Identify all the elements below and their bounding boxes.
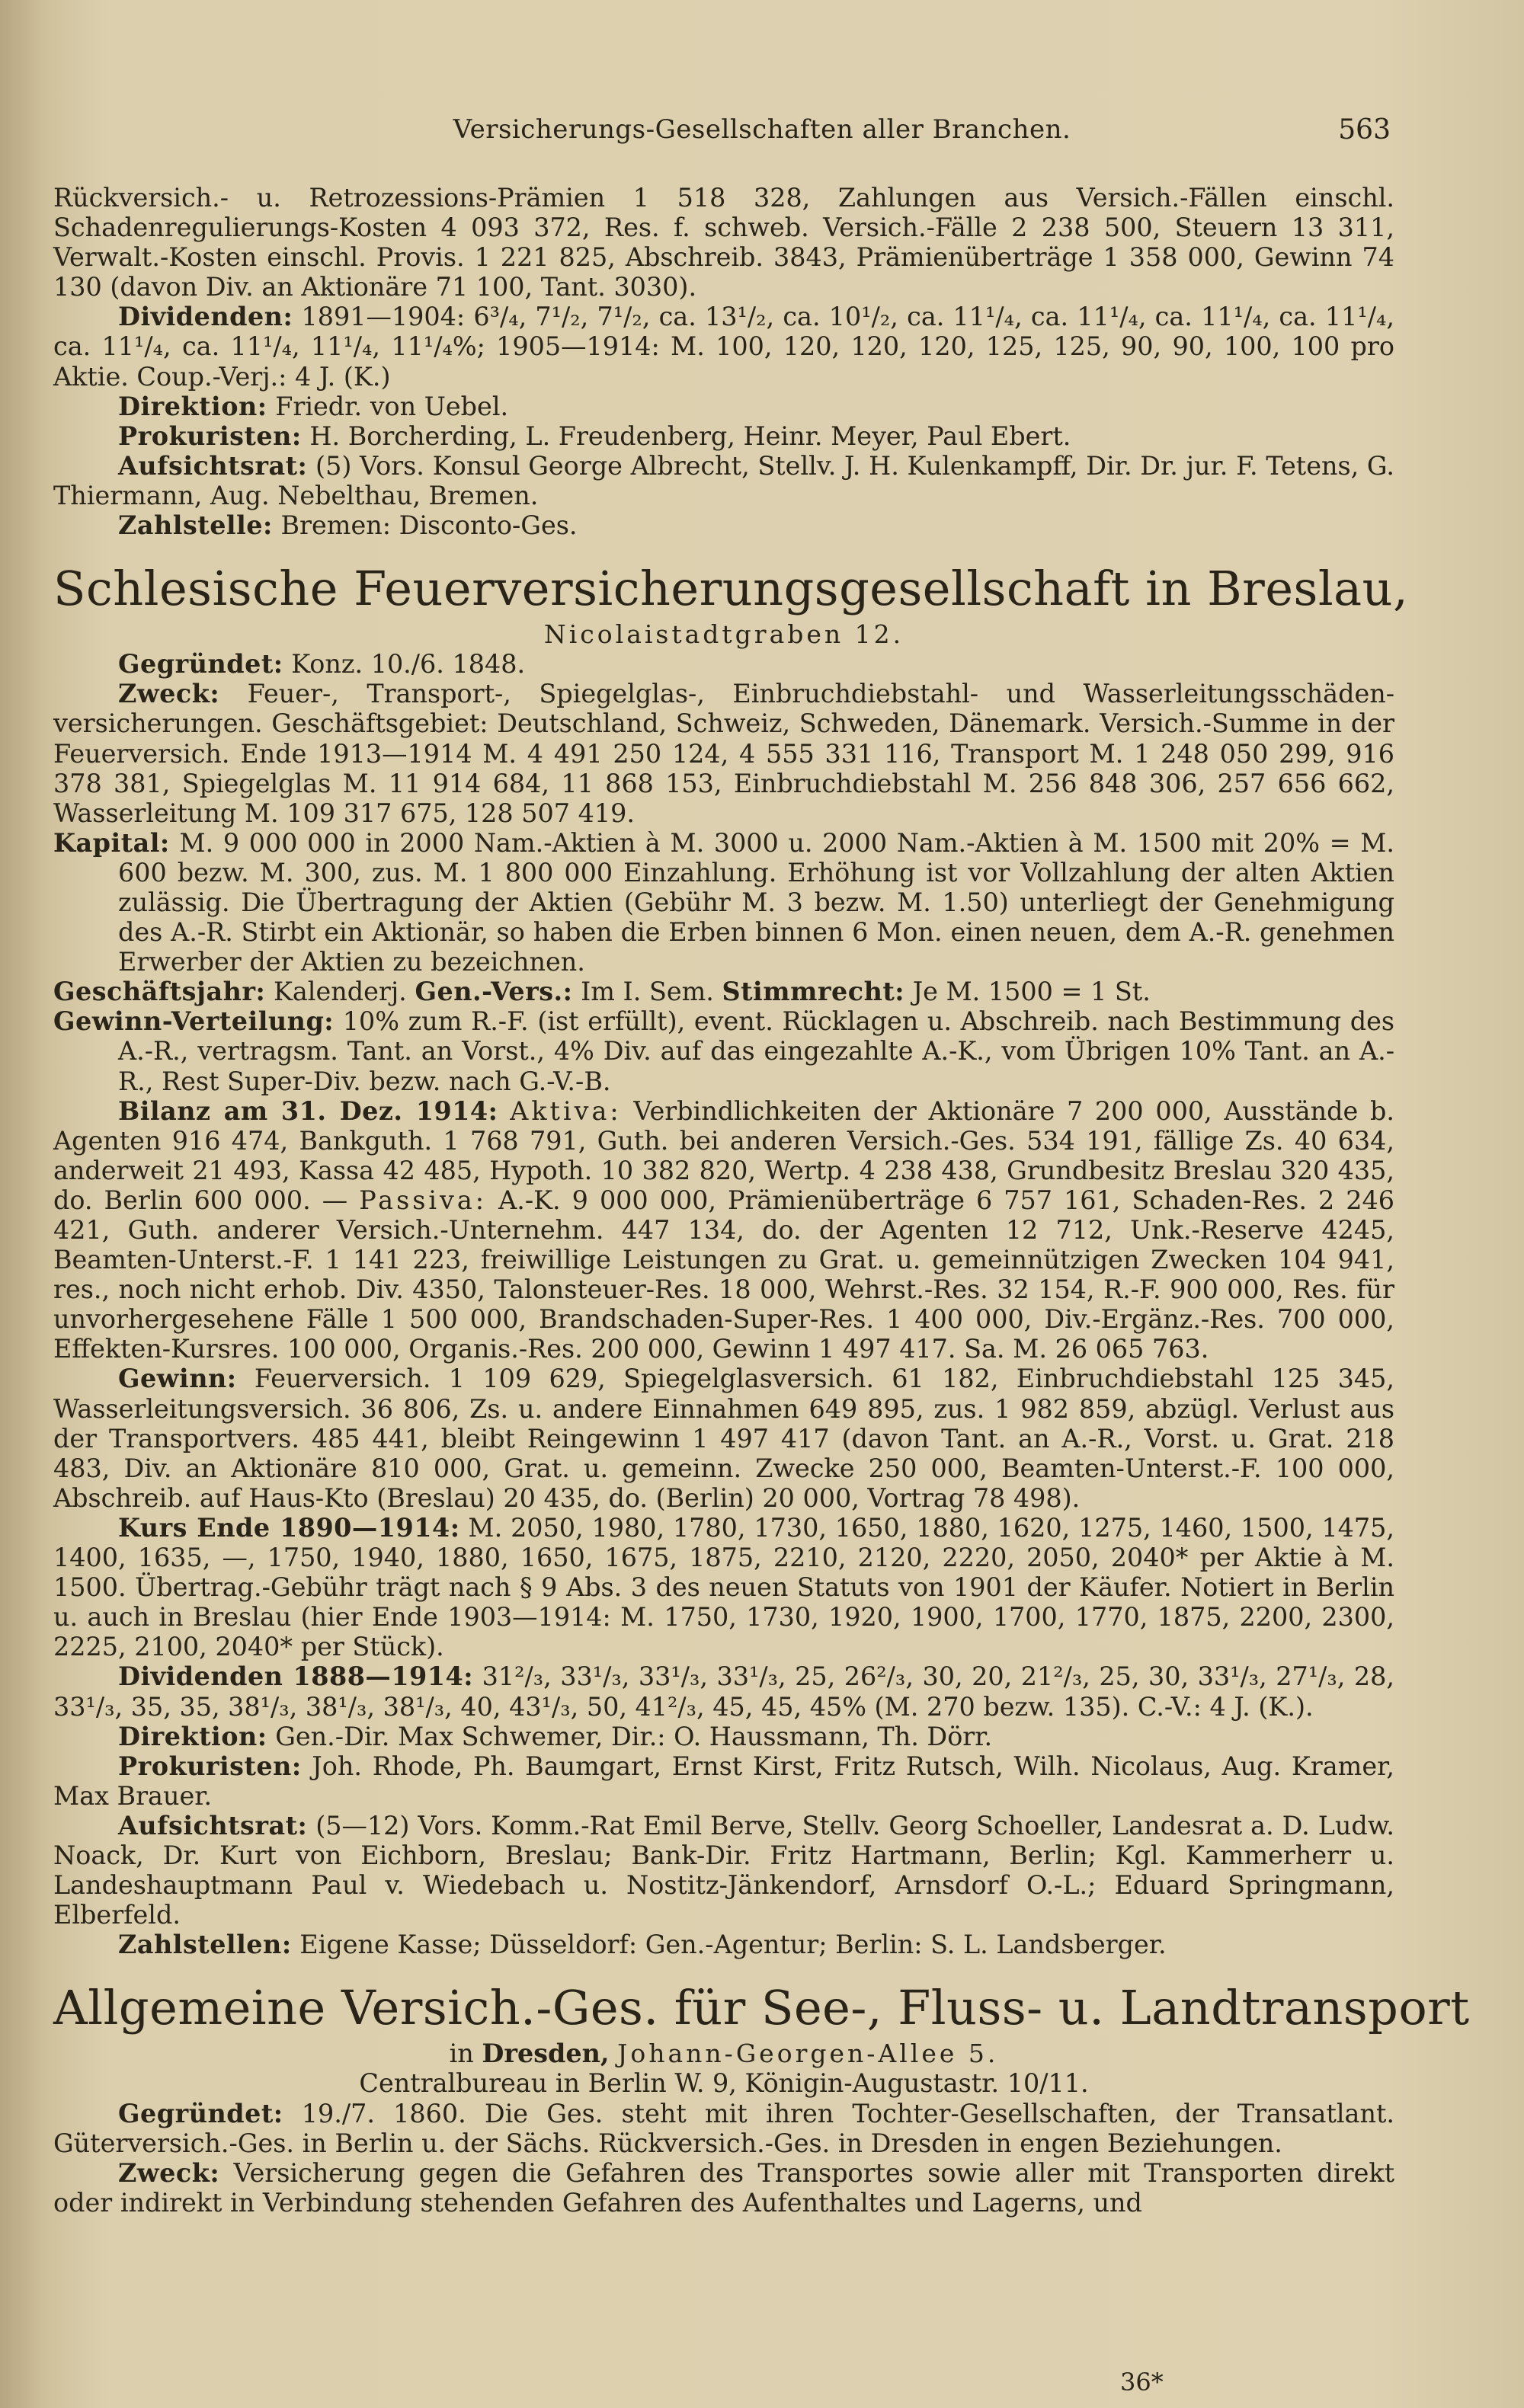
zweck-text: Versicherung gegen die Gefahren des Transportes sowie aller mit Transporten direkt oder indirekt in Verbindung stehenden Gefahren des Aufenthaltes und Lagerns, und [53, 2157, 1394, 2218]
prev-entry-prokuristen [53, 421, 1394, 451]
signature-mark: 36* [1120, 2368, 1164, 2397]
zweck-entry [53, 2158, 1394, 2218]
location-address: Johann-Georgen-Allee 5. [617, 2039, 999, 2069]
company-title-schlesische: Schlesische Feuerversicherungsgesellschaft in Breslau, [53, 561, 1409, 617]
zahlstellen-label: Zahlstellen: [118, 1930, 292, 1960]
prokuristen-entry [53, 1751, 1394, 1811]
location-prefix: in [449, 2039, 474, 2069]
prokuristen-label: Prokuristen: [118, 421, 302, 451]
stimmrecht-label: Stimmrecht: [722, 977, 905, 1007]
direktion-label: Direktion: [118, 1721, 267, 1751]
geschaeftsjahr-label: Geschäftsjahr: [53, 977, 266, 1007]
aufsichtsrat-text: (5—12) Vors. Komm.-Rat Emil Berve, Stellv. Georg Schoeller, Landesrat a. D. Ludw. Noack, Dr. Kurt von Eichborn, Breslau; Bank-Dir. Fritz Hartmann, Berlin; Kgl. Kammerherr u. Landeshauptmann Paul v. Wiedebach u. Nostitz-Jänkendorf, Arnsdorf O.-L.; Eduard Springmann, Elberfeld. [53, 1810, 1394, 1930]
page-content [53, 183, 1470, 2218]
running-title: Versicherungs-Gesellschaften aller Branchen. [453, 114, 1071, 145]
direktion-entry [53, 1722, 1394, 1751]
genvers-text: Im I. Sem. [581, 977, 714, 1007]
direktion-text: Friedr. von Uebel. [275, 391, 509, 421]
gegruendet-label: Gegründet: [118, 649, 283, 680]
aufsichtsrat-label: Aufsichtsrat: [118, 1810, 308, 1840]
company-address: Nicolaistadtgraben 12. [543, 619, 904, 650]
gewinn-label: Gewinn: [118, 1364, 237, 1394]
geschaeftsjahr-entry [53, 977, 1394, 1006]
direktion-label: Direktion: [118, 391, 267, 421]
prokuristen-text: Joh. Rhode, Ph. Baumgart, Ernst Kirst, Fritz Rutsch, Wilh. Nicolaus, Aug. Kramer, Max Brauer. [53, 1751, 1394, 1811]
zahlstelle-label: Zahlstelle: [118, 510, 273, 541]
company-title-allgemeine: Allgemeine Versich.-Ges. für See-, Fluss- u. Landtransport [53, 1980, 1470, 2036]
prev-entry-direktion [53, 392, 1394, 421]
gegruendet-label: Gegründet: [118, 2098, 283, 2128]
stimmrecht-text: Je M. 1500 = 1 St. [912, 977, 1151, 1007]
dividenden-label: Dividenden: [118, 302, 293, 332]
kurs-text: M. 2050, 1980, 1780, 1730, 1650, 1880, 1620, 1275, 1460, 1500, 1475, 1400, 1635, —, 1750, 1940, 1880, 1650, 1675, 1875, 2210, 2120, 2220, 2050, 2040* per Aktie à M. 1500. Übertrag.-Gebühr trägt nach § 9 Abs. 3 des neuen Statuts von 1901 der Käufer. Notiert in Berlin u. auch in Breslau (hier Ende 1903—1914: M. 1750, 1730, 1920, 1900, 1700, 1770, 1875, 2200, 2300, 2225, 2100, 2040* per Stück). [53, 1512, 1394, 1662]
geschaeftsjahr-text: Kalenderj. [273, 977, 407, 1007]
zahlstellen-entry [53, 1930, 1394, 1959]
bilanz-passiva-text: A.-K. 9 000 000, Prämienüberträge 6 757 161, Schaden-Res. 2 246 421, Guth. anderer Versich.-Unternehm. 447 134, do. der Agenten 12 712, Unk.-Reserve 4245, Beamten-Unterst.-F. 1 141 223, freiwillige Leistungen zu Grat. u. gemeinnützigen Zwecken 104 941, res., noch nicht erhob. Div. 4350, Talonsteuer-Res. 18 000, Wehrst.-Res. 32 154, R.-F. 900 000, Res. für unvorhergesehene Fälle 1 500 000, Brandschaden-Super-Res. 1 400 000, Div.-Ergänz.-Res. 700 000, Effekten-Kursres. 100 000, Organis.-Res. 200 000, Gewinn 1 497 417. Sa. M. 26 065 763. [53, 1185, 1394, 1364]
dividenden-text: 31²/₃, 33¹/₃, 33¹/₃, 33¹/₃, 25, 26²/₃, 30, 20, 21²/₃, 25, 30, 33¹/₃, 27¹/₃, 28, 33¹/₃, 35, 35, 38¹/₃, 38¹/₃, 38¹/₃, 40, 43¹/₃, 50, 41²/₃, 45, 45, 45% (M. 270 bezw. 135). C.-V.: 4 J. (K.). [53, 1661, 1394, 1722]
zahlstellen-text: Eigene Kasse; Düsseldorf: Gen.-Agentur; Berlin: S. L. Landsberger. [299, 1930, 1167, 1960]
gegruendet-entry [53, 649, 1394, 679]
company-location [53, 2039, 1394, 2068]
central-office: Centralbureau in Berlin W. 9, Königin-Augustastr. 10/11. [359, 2068, 1089, 2099]
prev-entry-aufsichtsrat [53, 451, 1394, 510]
page-number: 563 [1338, 114, 1391, 146]
dividenden-label: Dividenden 1888—1914: [118, 1661, 474, 1692]
prev-entry-zahlstelle [53, 510, 1394, 540]
prev-entry-dividenden [53, 302, 1394, 391]
zweck-label: Zweck: [118, 679, 220, 709]
prokuristen-label: Prokuristen: [118, 1751, 302, 1781]
location-city: Dresden, [482, 2039, 610, 2069]
zweck-entry [53, 679, 1394, 827]
gegruendet-text: 19./7. 1860. Die Ges. steht mit ihren Tochter-Gesellschaften, der Transatlant. Güterversich.-Ges. in Berlin u. der Sächs. Rückversich.-Ges. in Dresden in engen Beziehungen. [53, 2098, 1394, 2158]
aufsichtsrat-text: (5) Vors. Konsul George Albrecht, Stellv. J. H. Kulenkampff, Dir. Dr. jur. F. Tetens, G. Thiermann, Aug. Nebelthau, Bremen. [53, 450, 1394, 510]
gewinn-verteilung-label: Gewinn-Verteilung: [53, 1006, 335, 1037]
gewinn-text: Feuerversich. 1 109 629, Spiegelglasversich. 61 182, Einbruchdiebstahl 125 345, Wasserleitungsversich. 36 806, Zs. u. andere Einnahmen 649 895, zus. 1 982 859, abzügl. Verlust aus der Transportvers. 485 441, bleibt Reingewinn 1 497 417 (davon Tant. an A.-R., Vorst. u. Grat. 218 483, Div. an Aktionäre 810 000, Grat. u. gemeinn. Zwecke 250 000, Beamten-Unterst.-F. 100 000, Abschreib. auf Haus-Kto (Breslau) 20 435, do. (Berlin) 20 000, Vortrag 78 498). [53, 1364, 1394, 1513]
gewinn-verteilung-text: 10% zum R.-F. (ist erfüllt), event. Rücklagen u. Abschreib. nach Bestimmung des A.-R., vertragsm. Tant. an Vorst., 4% Div. auf das eingezahlte A.-K., vom Übrigen 10% Tant. an A.-R., Rest Super-Div. bezw. nach G.-V.-B. [118, 1006, 1394, 1096]
kapital-text: M. 9 000 000 in 2000 Nam.-Aktien à M. 3000 u. 2000 Nam.-Aktien à M. 1500 mit 20% = M. 600 bezw. M. 300, zus. M. 1 800 000 Einzahlung. Erhöhung ist vor Vollzahlung der alten Aktien zulässig. Die Übertragung der Aktien (Gebühr M. 3 bezw. M. 1.50) unterliegt der Genehmigung des A.-R. Stirbt ein Aktionär, so haben die Erben binnen 6 Mon. einen neuen, dem A.-R. genehmen Erwerber der Aktien zu bezeichnen. [118, 827, 1394, 977]
zweck-text: Feuer-, Transport-, Spiegelglas-, Einbruchdiebstahl- und Wasserleitungsschäden-versicherungen. Geschäftsgebiet: Deutschland, Schweiz, Schweden, Dänemark. Versich.-Summe in der Feuerversich. Ende 1913—1914 M. 4 491 250 124, 4 555 331 116, Transport M. 1 248 050 299, 916 378 381, Spiegelglas M. 11 914 684, 11 868 153, Einbruchdiebstahl M. 256 848 306, 257 656 662, Wasserleitung M. 109 317 675, 128 507 419. [53, 679, 1394, 828]
genvers-label: Gen.-Vers.: [415, 977, 573, 1007]
bilanz-aktiva-label: Aktiva: [510, 1095, 622, 1126]
prokuristen-text: H. Borcherding, L. Freudenberg, Heinr. Meyer, Paul Ebert. [309, 421, 1071, 451]
kurs-label: Kurs Ende 1890—1914: [118, 1512, 460, 1543]
gewinn-entry [53, 1364, 1394, 1512]
aufsichtsrat-entry [53, 1811, 1394, 1930]
prev-entry-financials: Rückversich.- u. Retrozessions-Prämien 1 518 328, Zahlungen aus Versich.-Fällen einschl. Schadenregulierungs-Kosten 4 093 372, Res. f. schweb. Versich.-Fälle 2 238 500, Steuern 13 311, Verwalt.-Kosten einschl. Provis. 1 221 825, Abschreib. 3843, Prämienüberträge 1 358 000, Gewinn 74 130 (davon Div. an Aktionäre 71 100, Tant. 3030). [53, 183, 1394, 302]
dividenden-entry [53, 1661, 1394, 1721]
kapital-label: Kapital: [53, 827, 170, 858]
gewinn-verteilung-entry [53, 1006, 1394, 1095]
gegruendet-text: Konz. 10./6. 1848. [291, 649, 526, 680]
page-header [0, 114, 1524, 152]
bilanz-aktiva-text: Verbindlichkeiten der Aktionäre 7 200 000, Ausstände b. Agenten 916 474, Bankguth. 1 768 791, Guth. bei anderen Versich.-Ges. 534 191, fällige Zs. 40 634, anderweit 21 493, Kassa 42 485, Hypoth. 10 382 820, Wertp. 4 238 438, Grundbesitz Breslau 320 435, do. Berlin 600 000. — [53, 1095, 1394, 1215]
bilanz-entry [53, 1096, 1394, 1364]
dividenden-text: 1891—1904: 6³/₄, 7¹/₂, 7¹/₂, ca. 13¹/₂, ca. 10¹/₂, ca. 11¹/₄, ca. 11¹/₄, ca. 11¹/₄, ca. 11¹/₄, ca. 11¹/₄, ca. 11¹/₄, 11¹/₄, 11¹/₄%; 1905—1914: M. 100, 120, 120, 120, 125, 125, 90, 90, 100, 100 pro Aktie. Coup.-Verj.: 4 J. (K.) [53, 302, 1394, 392]
bilanz-label: Bilanz am 31. Dez. 1914: [118, 1095, 498, 1126]
zweck-label: Zweck: [118, 2157, 220, 2188]
aufsichtsrat-label: Aufsichtsrat: [118, 450, 308, 481]
kurs-entry [53, 1513, 1394, 1661]
zahlstelle-text: Bremen: Disconto-Ges. [280, 510, 578, 541]
kapital-entry [53, 828, 1394, 977]
direktion-text: Gen.-Dir. Max Schwemer, Dir.: O. Haussmann, Th. Dörr. [275, 1721, 993, 1751]
bilanz-passiva-label: Passiva: [359, 1185, 488, 1215]
gegruendet-entry [53, 2099, 1394, 2158]
